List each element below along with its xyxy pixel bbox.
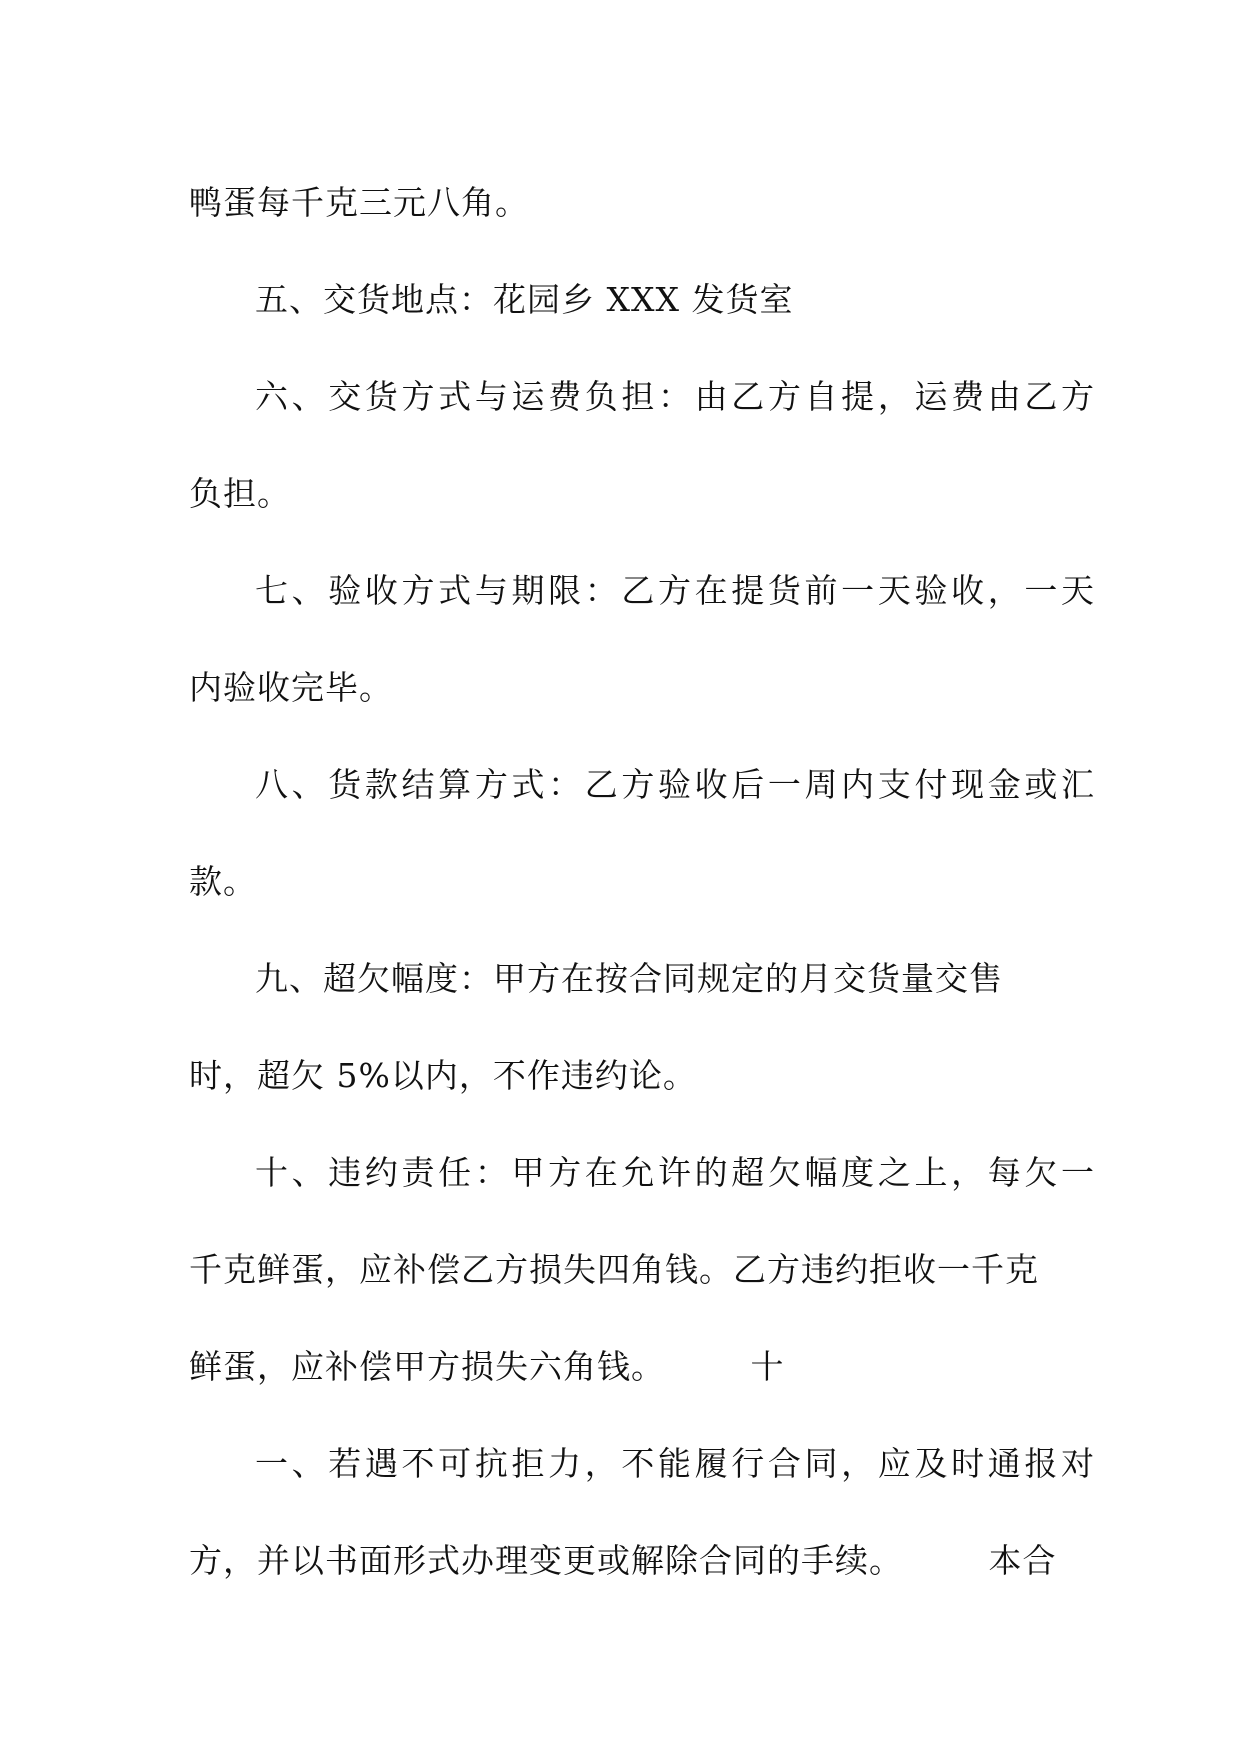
paragraph-line: 七、验收方式与期限：乙方在提货前一天验收，一天	[255, 571, 1095, 610]
paragraph-line: 千克鲜蛋，应补偿乙方损失四角钱。乙方违约拒收一千克	[189, 1250, 1039, 1289]
paragraph-line: 鸭蛋每千克三元八角。	[189, 183, 529, 222]
paragraph-line: 款。	[189, 862, 257, 901]
paragraph-line: 九、超欠幅度：甲方在按合同规定的月交货量交售	[255, 959, 1003, 998]
paragraph-line: 一、若遇不可抗拒力，不能履行合同，应及时通报对	[255, 1444, 1095, 1483]
paragraph-line: 内验收完毕。	[189, 668, 393, 707]
paragraph-line: 负担。	[189, 474, 291, 513]
paragraph-line: 八、货款结算方式：乙方验收后一周内支付现金或汇	[255, 765, 1095, 804]
paragraph-line: 十、违约责任：甲方在允许的超欠幅度之上，每欠一	[255, 1153, 1095, 1192]
paragraph-line: 鲜蛋，应补偿甲方损失六角钱。 十	[189, 1347, 785, 1386]
paragraph-line: 五、交货地点：花园乡 XXX 发货室	[255, 280, 794, 319]
paragraph-line: 六、交货方式与运费负担：由乙方自提，运费由乙方	[255, 377, 1095, 416]
paragraph-line: 方，并以书面形式办理变更或解除合同的手续。 本合	[189, 1541, 1057, 1580]
paragraph-line: 时，超欠 5%以内，不作违约论。	[189, 1056, 697, 1095]
